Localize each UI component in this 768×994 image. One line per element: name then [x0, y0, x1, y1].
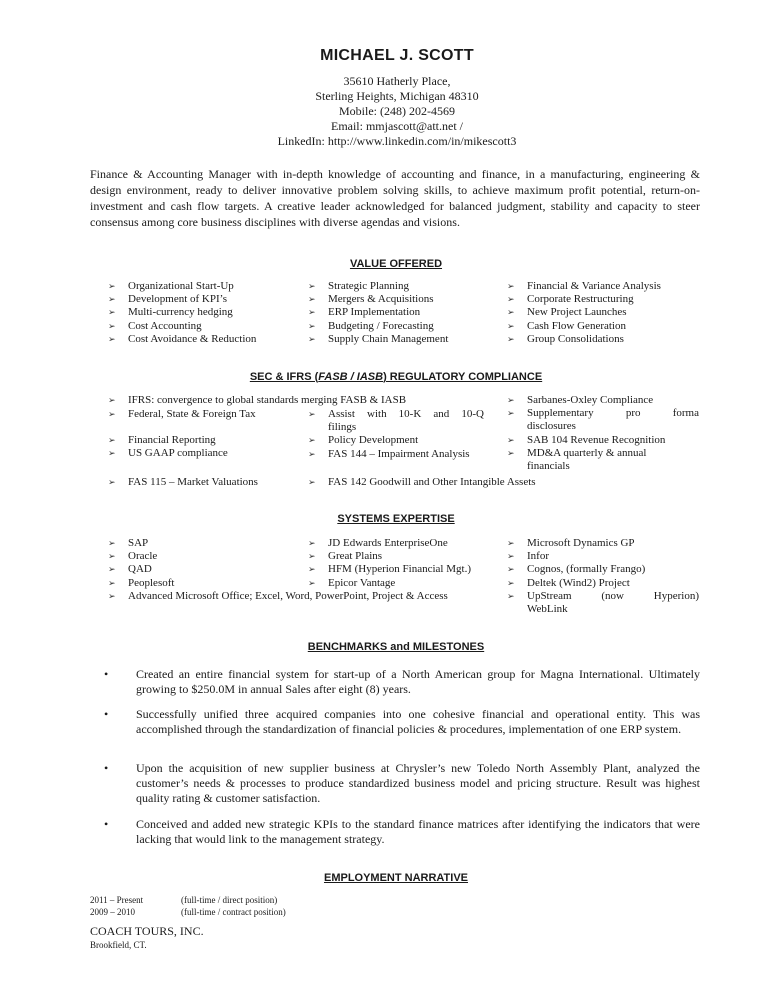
arrow-bullet-icon: ➢	[308, 564, 316, 575]
arrow-bullet-icon: ➢	[308, 551, 316, 562]
value-item: ➢ Organizational Start-Up	[108, 280, 234, 292]
section-heading-benchmarks: BENCHMARKS and MILESTONES	[307, 641, 485, 653]
benchmark-item: • Upon the acquisition of new supplier business at Chrysler’s new Toledo North Assembly Plant, analyzed the customer’s needs & processes to produce standardized business model and pricing structure. Result was highest quality rating & customer satisfaction.	[104, 761, 700, 805]
systems-item: ➢ Oracle	[108, 550, 158, 563]
value-item: ➢ Mergers & Acquisitions	[308, 293, 434, 306]
value-item: ➢ Cost Accounting	[108, 319, 202, 332]
arrow-bullet-icon: ➢	[507, 307, 515, 318]
arrow-bullet-icon: ➢	[108, 448, 116, 459]
sec-item: ➢ Federal, State & Foreign Tax	[108, 408, 256, 420]
benchmark-item: • Successfully unified three acquired companies into one cohesive financial and operational entity. This was accomplished through the standardization of financial policies & procedures, implementation of one ERP system.	[104, 707, 700, 736]
arrow-bullet-icon: ➢	[108, 395, 116, 405]
address-line-1: 35610 Hatherly Place,	[343, 74, 451, 88]
sec-item: ➢ US GAAP compliance	[108, 447, 228, 460]
employment-row: 2011 – Present	[90, 895, 144, 905]
systems-item: ➢ Deltek (Wind2) Project	[507, 576, 630, 589]
arrow-bullet-icon: ➢	[108, 307, 116, 318]
arrow-bullet-icon: ➢	[308, 307, 316, 318]
section-heading-employment: EMPLOYMENT NARRATIVE	[323, 872, 469, 884]
sec-item-ifrs: ➢ IFRS: convergence to global standards merging FASB & IASB	[108, 394, 407, 406]
sec-column-3	[507, 394, 699, 473]
arrow-bullet-icon: ➢	[507, 294, 515, 305]
company-location: Brookfield, CT.	[90, 940, 147, 950]
systems-item: ➢ JD Edwards EnterpriseOne	[308, 537, 448, 549]
bullet-dot-icon: •	[104, 761, 109, 775]
employment-type: (full-time / contract position)	[181, 907, 286, 917]
systems-item: ➢ Cognos, (formally Frango)	[507, 563, 646, 576]
bullet-dot-icon: •	[104, 667, 109, 681]
systems-item: ➢ Peoplesoft	[108, 576, 175, 589]
contact-block	[0, 74, 768, 149]
arrow-bullet-icon: ➢	[308, 294, 316, 305]
sec-item: ➢ FAS 142 Goodwill and Other Intangible Assets	[308, 476, 536, 488]
profile-summary: Finance & Accounting Manager with in-depth knowledge of accounting and finance, in a manufacturing, engineering & design environment, ready to deliver innovative problem solving skills, to achieve maximum profit potential, return-on-investment and cash flow targets. A creative leader acknowledged for balanced judgment, stability and capacity to steer consensus among core business disciplines with diverse agendas and visions.	[90, 167, 700, 229]
sec-item: ➢ Assist with 10-K and 10-Q filings	[308, 408, 484, 434]
arrow-bullet-icon: ➢	[507, 408, 515, 419]
benchmark-item: • Conceived and added new strategic KPIs to the standard finance matrices after identifying the indicators that were lacking that would link to the management strategy.	[104, 817, 700, 846]
arrow-bullet-icon: ➢	[108, 551, 116, 562]
arrow-bullet-icon: ➢	[308, 538, 316, 548]
arrow-bullet-icon: ➢	[308, 333, 316, 344]
sec-item: ➢ MD&A quarterly & annual financials	[507, 446, 647, 473]
arrow-bullet-icon: ➢	[507, 281, 515, 291]
systems-item: ➢ Infor	[507, 550, 549, 563]
arrow-bullet-icon: ➢	[108, 477, 116, 487]
sec-column-2b	[308, 476, 598, 489]
value-item: ➢ Development of KPI’s	[108, 293, 227, 306]
arrow-bullet-icon: ➢	[108, 333, 116, 344]
arrow-bullet-icon: ➢	[507, 320, 515, 331]
systems-item: ➢ UpStream (now Hyperion) WebLink	[507, 589, 699, 616]
arrow-bullet-icon: ➢	[507, 551, 515, 562]
arrow-bullet-icon: ➢	[108, 538, 116, 548]
value-column-3	[507, 280, 702, 346]
sec-item: ➢ Policy Development	[308, 434, 419, 447]
mobile-phone: Mobile: (248) 202-4569	[339, 104, 455, 118]
sec-column-1c	[108, 476, 298, 489]
arrow-bullet-icon: ➢	[308, 320, 316, 331]
arrow-bullet-icon: ➢	[507, 564, 515, 575]
sec-item: ➢ SAB 104 Revenue Recognition	[507, 433, 666, 446]
arrow-bullet-icon: ➢	[108, 294, 116, 305]
sec-item: ➢ Supplementary pro forma disclosures	[507, 407, 699, 433]
section-heading-value-offered: VALUE OFFERED	[349, 258, 443, 270]
sec-column-2	[308, 408, 484, 461]
value-item: ➢ Cash Flow Generation	[507, 319, 626, 332]
arrow-bullet-icon: ➢	[507, 333, 515, 344]
arrow-bullet-icon: ➢	[507, 577, 515, 588]
value-item: ➢ Corporate Restructuring	[507, 293, 634, 306]
linkedin-url: LinkedIn: http://www.linkedin.com/in/mikescott3	[277, 134, 517, 148]
arrow-bullet-icon: ➢	[108, 320, 116, 331]
arrow-bullet-icon: ➢	[108, 577, 116, 588]
arrow-bullet-icon: ➢	[308, 409, 316, 419]
systems-advanced	[108, 590, 500, 603]
sec-item: ➢ FAS 115 – Market Valuations	[108, 476, 258, 488]
value-item: ➢ Multi-currency hedging	[108, 306, 233, 319]
systems-item: ➢ HFM (Hyperion Financial Mgt.)	[308, 563, 471, 576]
value-item: ➢ Financial & Variance Analysis	[507, 280, 661, 292]
value-column-1	[108, 280, 288, 346]
employment-row: 2009 – 2010	[90, 907, 135, 917]
sec-column-1b	[108, 434, 288, 460]
value-item: ➢ New Project Launches	[507, 306, 627, 319]
email-address: Email: mmjascott@att.net /	[330, 119, 464, 133]
arrow-bullet-icon: ➢	[108, 564, 116, 575]
sec-item: ➢ Financial Reporting	[108, 434, 216, 446]
value-column-2	[308, 280, 488, 346]
arrow-bullet-icon: ➢	[308, 281, 316, 291]
value-item: ➢ Supply Chain Management	[308, 332, 449, 345]
value-item: ➢ ERP Implementation	[308, 306, 421, 319]
arrow-bullet-icon: ➢	[507, 590, 515, 601]
candidate-name: MICHAEL J. SCOTT	[320, 47, 474, 64]
arrow-bullet-icon: ➢	[308, 577, 316, 588]
arrow-bullet-icon: ➢	[308, 448, 316, 459]
arrow-bullet-icon: ➢	[507, 434, 515, 445]
arrow-bullet-icon: ➢	[507, 395, 515, 405]
systems-item: ➢ Advanced Microsoft Office; Excel, Word, PowerPoint, Project & Access	[108, 590, 448, 602]
value-item: ➢ Cost Avoidance & Reduction	[108, 332, 257, 345]
sec-item: ➢ Sarbanes-Oxley Compliance	[507, 394, 654, 406]
arrow-bullet-icon: ➢	[108, 435, 116, 445]
bullet-dot-icon: •	[104, 817, 109, 831]
systems-column-3	[507, 537, 699, 616]
bullet-dot-icon: •	[104, 707, 109, 721]
systems-item: ➢ QAD	[108, 563, 152, 576]
company-name: COACH TOURS, INC.	[90, 924, 204, 938]
section-heading-sec-ifrs: SEC & IFRS (FASB / IASB) REGULATORY COMPLIANCE	[249, 371, 543, 383]
systems-item: ➢ Epicor Vantage	[308, 576, 396, 589]
arrow-bullet-icon: ➢	[108, 409, 116, 419]
arrow-bullet-icon: ➢	[308, 435, 316, 446]
arrow-bullet-icon: ➢	[507, 538, 515, 548]
value-item: ➢ Strategic Planning	[308, 280, 409, 292]
sec-item: ➢ FAS 144 – Impairment Analysis	[308, 447, 470, 460]
systems-item: ➢ Great Plains	[308, 550, 383, 563]
value-item: ➢ Budgeting / Forecasting	[308, 319, 434, 332]
systems-item: ➢ Microsoft Dynamics GP	[507, 537, 635, 549]
arrow-bullet-icon: ➢	[507, 447, 515, 458]
benchmark-item: • Created an entire financial system for start-up of a North American group for Magna International. Ultimately growing to $250.0M in annual Sales after eight (8) years.	[104, 667, 700, 696]
systems-column-2	[308, 537, 488, 590]
value-item: ➢ Group Consolidations	[507, 332, 624, 345]
company-block	[90, 924, 204, 952]
address-line-2: Sterling Heights, Michigan 48310	[315, 89, 479, 103]
sec-column-1	[108, 408, 288, 421]
employment-type: (full-time / direct position)	[181, 895, 278, 905]
section-heading-systems: SYSTEMS EXPERTISE	[337, 513, 455, 525]
arrow-bullet-icon: ➢	[108, 591, 116, 601]
systems-column-1	[108, 537, 288, 590]
systems-item: ➢ SAP	[108, 537, 149, 549]
arrow-bullet-icon: ➢	[308, 477, 316, 487]
arrow-bullet-icon: ➢	[108, 281, 116, 291]
